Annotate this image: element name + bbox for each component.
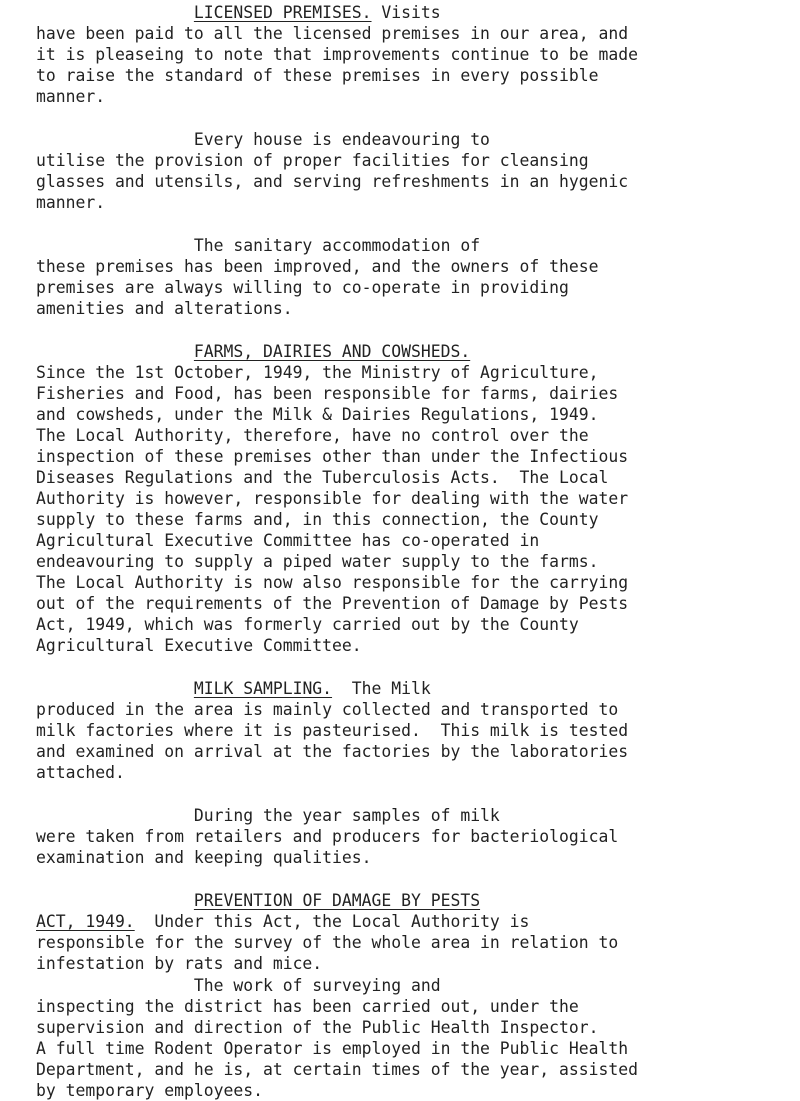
body-line: out of the requirements of the Prevention of Damage by Pests — [36, 594, 629, 613]
body-line: responsible for the survey of the whole area in relation to — [36, 933, 619, 952]
body-line: and cowsheds, under the Milk & Dairies Regulations, 1949. — [36, 405, 599, 424]
body-line: amenities and alterations. — [36, 299, 293, 318]
section-heading-milk-sampling: MILK SAMPLING. — [193, 679, 333, 698]
body-line: Act, 1949, which was formerly carried out by the County — [36, 615, 579, 634]
body-line: premises are always willing to co-operate in providing — [36, 278, 569, 297]
body-line: infestation by rats and mice. — [36, 954, 323, 973]
body-line: examination and keeping qualities. — [36, 848, 372, 867]
section-heading-pests-act: ACT, 1949. — [36, 912, 135, 931]
body-line: supply to these farms and, in this connection, the County — [36, 510, 599, 529]
body-line: and examined on arrival at the factories by the laboratories — [36, 742, 629, 761]
body-line: it is pleaseing to note that improvements continue to be made — [36, 45, 638, 64]
body-line: Diseases Regulations and the Tuberculosis Acts. The Local — [36, 468, 609, 487]
body-line: milk factories where it is pasteurised. This milk is tested — [36, 721, 629, 740]
pests-heading-line-2 — [36, 911, 776, 932]
body-line: to raise the standard of these premises in every possible — [36, 66, 599, 85]
body-line: have been paid to all the licensed premises in our area, and — [36, 24, 629, 43]
body-line: attached. — [36, 763, 125, 782]
pests-heading-line — [36, 890, 776, 911]
body-line: The Local Authority, therefore, have no control over the — [36, 426, 589, 445]
body-line: A full time Rodent Operator is employed in the Public Health — [36, 1039, 629, 1058]
body-line: The Local Authority is now also responsible for the carrying — [36, 573, 629, 592]
body-line: manner. — [36, 87, 106, 106]
section-heading-farms: FARMS, DAIRIES AND COWSHEDS. — [193, 342, 471, 361]
milk-sampling-heading-line — [36, 678, 776, 699]
section-heading-pests: PREVENTION OF DAMAGE BY PESTS — [193, 891, 481, 910]
licensed-premises-heading-line — [36, 2, 776, 23]
body-line: Fisheries and Food, has been responsible for farms, dairies — [36, 384, 619, 403]
body-line: were taken from retailers and producers for bacteriological — [36, 827, 619, 846]
body-line: Agricultural Executive Committee. — [36, 636, 362, 655]
section-heading-licensed-premises: LICENSED PREMISES. — [193, 3, 372, 22]
body-line: utilise the provision of proper facilities for cleansing — [36, 151, 589, 170]
heading-suffix-text: Under this Act, the Local Authority is — [134, 912, 530, 931]
body-line: inspection of these premises other than under the Infectious — [36, 447, 629, 466]
body-line: supervision and direction of the Public Health Inspector. — [36, 1018, 599, 1037]
body-line: Agricultural Executive Committee has co-operated in — [36, 531, 540, 550]
body-line: During the year samples of milk — [36, 806, 500, 825]
heading-suffix-text: Visits — [371, 3, 441, 22]
body-line: Every house is endeavouring to — [36, 130, 490, 149]
body-line: inspecting the district has been carried out, under the — [36, 997, 579, 1016]
body-line: Authority is however, responsible for dealing with the water — [36, 489, 629, 508]
body-line: Since the 1st October, 1949, the Ministry of Agriculture, — [36, 363, 599, 382]
body-line: produced in the area is mainly collected and transported to — [36, 700, 619, 719]
body-line: these premises has been improved, and the owners of these — [36, 257, 599, 276]
heading-suffix-text: The Milk — [332, 679, 431, 698]
body-line: The work of surveying and — [36, 976, 441, 995]
body-line: Department, and he is, at certain times of the year, assisted — [36, 1060, 638, 1079]
body-line: by temporary employees. — [36, 1081, 263, 1100]
farms-heading-line — [36, 341, 776, 362]
body-line: glasses and utensils, and serving refreshments in an hygenic — [36, 172, 629, 191]
body-line: manner. — [36, 193, 106, 212]
body-line: endeavouring to supply a piped water supply to the farms. — [36, 552, 599, 571]
body-line: The sanitary accommodation of — [36, 236, 481, 255]
